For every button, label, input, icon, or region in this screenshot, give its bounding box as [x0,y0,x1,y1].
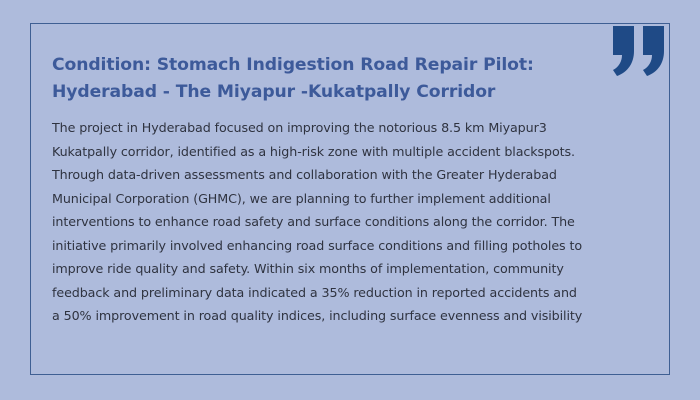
closing-quote-icon [609,24,669,78]
quote-card [30,23,670,375]
card-body-text [52,116,652,328]
body-line: Kukatpally corridor, identified as a high-risk zone with multiple accident blackspots. [52,143,575,159]
body-line: interventions to enhance road safety and surface conditions along the corridor. The [52,214,575,229]
body-line: feedback and preliminary data indicated a 35% reduction in reported accidents and [52,284,577,300]
body-line: initiative primarily involved enhancing road surface conditions and filling potholes to [52,237,583,253]
body-line: Municipal Corporation (GHMC), we are planning to further implement additional [52,190,551,206]
title-line: Condition: Stomach Indigestion Road Repair Pilot: [52,55,534,75]
title-line: Hyderabad - The Miyapur -Kukatpally Corridor [52,82,496,102]
card-title [52,52,612,106]
body-line: improve ride quality and safety. Within six months of implementation, community [52,261,564,276]
body-line: The project in Hyderabad focused on improving the notorious 8.5 km Miyapur3 [52,120,547,135]
body-line: Through data-driven assessments and collaboration with the Greater Hyderabad [52,167,557,182]
body-line: a 50% improvement in road quality indices, including surface evenness and visibility [52,308,583,323]
